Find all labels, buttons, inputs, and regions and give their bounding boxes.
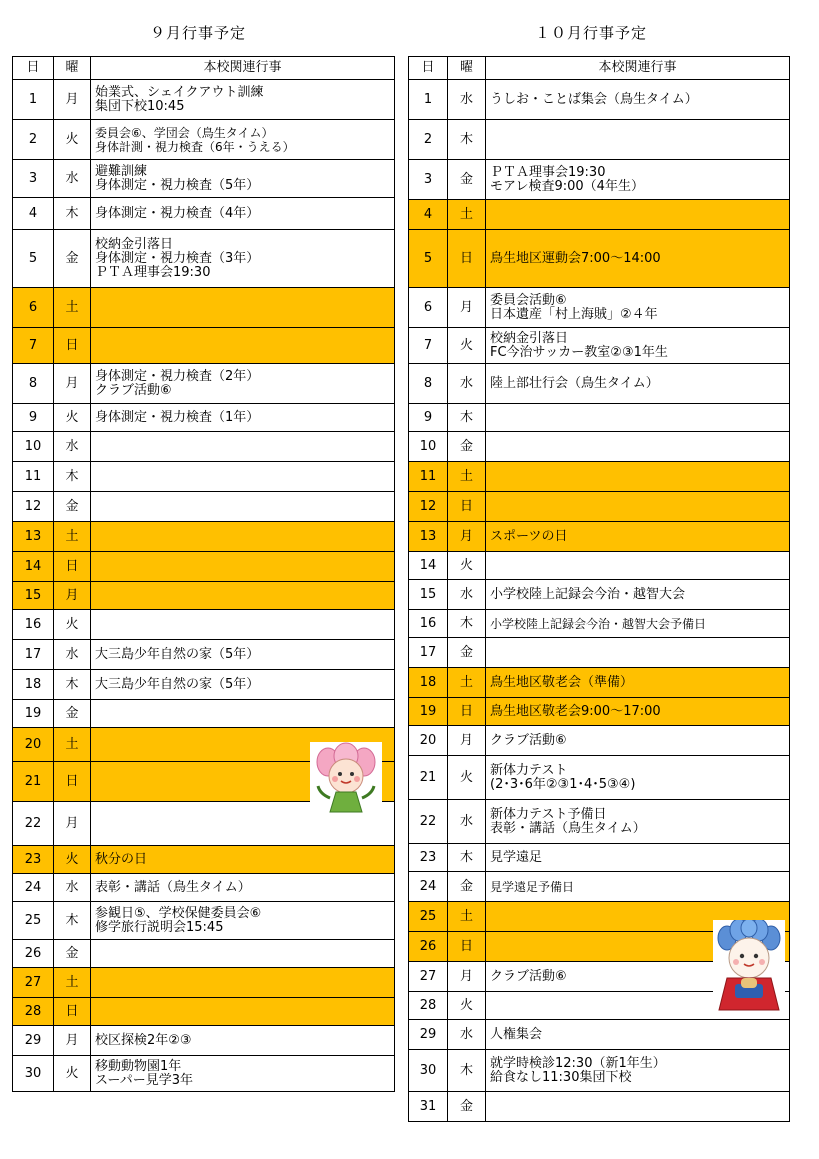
day-cell: 26 — [409, 932, 448, 962]
day-cell: 15 — [13, 582, 54, 610]
events-cell — [91, 610, 395, 640]
weekday-cell: 水 — [448, 800, 486, 844]
weekday-cell: 日 — [448, 932, 486, 962]
weekday-cell: 火 — [54, 1056, 91, 1092]
weekday-cell: 水 — [448, 580, 486, 610]
day-cell: 13 — [409, 522, 448, 552]
day-cell: 12 — [409, 492, 448, 522]
events-cell — [486, 200, 790, 230]
table-row — [409, 432, 790, 462]
table-row — [13, 432, 395, 462]
events-cell — [91, 462, 395, 492]
events-cell: うしお・ことば集会（鳥生タイム） — [486, 80, 790, 120]
day-cell: 3 — [409, 160, 448, 200]
day-cell: 10 — [409, 432, 448, 462]
weekday-cell: 月 — [448, 288, 486, 328]
weekday-cell: 水 — [54, 160, 91, 198]
table-row — [13, 492, 395, 522]
weekday-cell: 土 — [54, 968, 91, 998]
table-row — [13, 120, 395, 160]
weekday-cell: 木 — [448, 1050, 486, 1092]
table-row — [13, 968, 395, 998]
weekday-cell: 水 — [54, 432, 91, 462]
weekday-cell: 土 — [448, 902, 486, 932]
weekday-cell: 木 — [448, 120, 486, 160]
header-events: 本校関連行事 — [91, 57, 395, 80]
table-row — [409, 552, 790, 580]
weekday-cell: 月 — [448, 726, 486, 756]
events-cell — [91, 522, 395, 552]
day-cell: 16 — [13, 610, 54, 640]
events-cell — [91, 582, 395, 610]
table-row — [13, 1026, 395, 1056]
september-schedule-table — [12, 56, 395, 1092]
events-cell: ＰＴＡ理事会19:30 モアレ検査9:00（4年生） — [486, 160, 790, 200]
table-row — [409, 328, 790, 364]
table-row — [409, 638, 790, 668]
table-row — [409, 288, 790, 328]
events-cell: 陸上部壮行会（鳥生タイム） — [486, 364, 790, 404]
day-cell: 7 — [409, 328, 448, 364]
weekday-cell: 火 — [54, 846, 91, 874]
table-row — [13, 640, 395, 670]
weekday-cell: 木 — [54, 198, 91, 230]
weekday-cell: 金 — [448, 872, 486, 902]
day-cell: 15 — [409, 580, 448, 610]
weekday-cell: 木 — [54, 670, 91, 700]
events-cell — [486, 432, 790, 462]
events-cell: 鳥生地区運動会7:00～14:00 — [486, 230, 790, 288]
events-cell: 鳥生地区敬老会（準備） — [486, 668, 790, 698]
weekday-cell: 火 — [54, 404, 91, 432]
weekday-cell: 木 — [54, 902, 91, 940]
events-cell: 校納金引落日 FC今治サッカー教室②③1年生 — [486, 328, 790, 364]
header-events: 本校関連行事 — [486, 57, 790, 80]
weekday-cell: 月 — [448, 962, 486, 992]
table-header-row — [409, 57, 790, 80]
table-row — [409, 160, 790, 200]
events-cell: 校納金引落日 身体測定・視力検査（3年） ＰＴＡ理事会19:30 — [91, 230, 395, 288]
weekday-cell: 金 — [54, 700, 91, 728]
events-cell — [486, 120, 790, 160]
table-row — [13, 582, 395, 610]
table-row — [13, 80, 395, 120]
events-cell: 表彰・講話（鳥生タイム） — [91, 874, 395, 902]
day-cell: 26 — [13, 940, 54, 968]
weekday-cell: 土 — [448, 668, 486, 698]
day-cell: 28 — [13, 998, 54, 1026]
events-cell: クラブ活動⑥ — [486, 962, 790, 992]
day-cell: 1 — [409, 80, 448, 120]
day-cell: 12 — [13, 492, 54, 522]
day-cell: 5 — [409, 230, 448, 288]
events-cell: 小学校陸上記録会今治・越智大会予備日 — [486, 610, 790, 638]
weekday-cell: 日 — [54, 762, 91, 802]
day-cell: 23 — [409, 844, 448, 872]
events-cell — [486, 1092, 790, 1122]
weekday-cell: 土 — [54, 728, 91, 762]
october-title: １０月行事予定 — [535, 24, 648, 42]
day-cell: 16 — [409, 610, 448, 638]
weekday-cell: 木 — [448, 404, 486, 432]
weekday-cell: 金 — [448, 432, 486, 462]
header-day: 日 — [13, 57, 54, 80]
weekday-cell: 火 — [448, 992, 486, 1020]
weekday-cell: 月 — [54, 802, 91, 846]
weekday-cell: 水 — [448, 364, 486, 404]
weekday-cell: 水 — [54, 640, 91, 670]
table-row — [409, 1050, 790, 1092]
table-row — [409, 364, 790, 404]
events-cell: 身体測定・視力検査（4年） — [91, 198, 395, 230]
day-cell: 21 — [13, 762, 54, 802]
weekday-cell: 金 — [448, 638, 486, 668]
day-cell: 27 — [13, 968, 54, 998]
table-row — [13, 404, 395, 432]
weekday-cell: 土 — [54, 288, 91, 328]
day-cell: 31 — [409, 1092, 448, 1122]
day-cell: 2 — [409, 120, 448, 160]
events-cell: 委員会⑥、学団会（鳥生タイム） 身体計測・視力検査（6年・うえる） — [91, 120, 395, 160]
table-row — [409, 200, 790, 230]
weekday-cell: 木 — [448, 844, 486, 872]
table-row — [409, 726, 790, 756]
events-cell: 委員会活動⑥ 日本遺産「村上海賊」②４年 — [486, 288, 790, 328]
day-cell: 17 — [13, 640, 54, 670]
day-cell: 11 — [13, 462, 54, 492]
weekday-cell: 金 — [54, 940, 91, 968]
day-cell: 19 — [13, 700, 54, 728]
weekday-cell: 木 — [448, 610, 486, 638]
weekday-cell: 水 — [448, 80, 486, 120]
events-cell — [486, 638, 790, 668]
table-row — [13, 364, 395, 404]
weekday-cell: 金 — [54, 230, 91, 288]
day-cell: 6 — [13, 288, 54, 328]
events-cell: 鳥生地区敬老会9:00～17:00 — [486, 698, 790, 726]
day-cell: 22 — [13, 802, 54, 846]
table-row — [13, 230, 395, 288]
table-row — [409, 610, 790, 638]
table-row — [13, 700, 395, 728]
events-cell: 小学校陸上記録会今治・越智大会 — [486, 580, 790, 610]
events-cell — [486, 404, 790, 432]
events-cell: 大三島少年自然の家（5年） — [91, 640, 395, 670]
day-cell: 13 — [13, 522, 54, 552]
table-row — [13, 874, 395, 902]
header-weekday: 曜 — [448, 57, 486, 80]
day-cell: 22 — [409, 800, 448, 844]
table-row — [409, 1020, 790, 1050]
table-row — [13, 328, 395, 364]
events-cell: 新体力テスト (2･3･6年②③1･4･5③④) — [486, 756, 790, 800]
events-cell: 身体測定・視力検査（2年） クラブ活動⑥ — [91, 364, 395, 404]
events-cell — [91, 700, 395, 728]
events-cell — [486, 462, 790, 492]
events-cell: 人権集会 — [486, 1020, 790, 1050]
table-row — [13, 288, 395, 328]
events-cell — [486, 552, 790, 580]
table-row — [13, 160, 395, 198]
weekday-cell: 火 — [448, 552, 486, 580]
table-row — [13, 462, 395, 492]
september-title: ９月行事予定 — [150, 24, 247, 42]
events-cell: 新体力テスト予備日 表彰・講話（鳥生タイム） — [486, 800, 790, 844]
weekday-cell: 月 — [54, 1026, 91, 1056]
table-row — [13, 522, 395, 552]
day-cell: 27 — [409, 962, 448, 992]
weekday-cell: 火 — [448, 756, 486, 800]
day-cell: 28 — [409, 992, 448, 1020]
weekday-cell: 日 — [54, 998, 91, 1026]
weekday-cell: 土 — [54, 522, 91, 552]
events-cell — [91, 940, 395, 968]
weekday-cell: 木 — [54, 462, 91, 492]
events-cell: 見学遠足 — [486, 844, 790, 872]
events-cell: 始業式、シェイクアウト訓練 集団下校10:45 — [91, 80, 395, 120]
table-row — [13, 610, 395, 640]
table-row — [409, 668, 790, 698]
table-row — [409, 522, 790, 552]
events-cell — [91, 492, 395, 522]
weekday-cell: 日 — [448, 230, 486, 288]
events-cell: 身体測定・視力検査（1年） — [91, 404, 395, 432]
day-cell: 18 — [409, 668, 448, 698]
table-row — [409, 698, 790, 726]
weekday-cell: 土 — [448, 200, 486, 230]
day-cell: 9 — [409, 404, 448, 432]
table-row — [409, 404, 790, 432]
table-row — [13, 1056, 395, 1092]
day-cell: 1 — [13, 80, 54, 120]
day-cell: 17 — [409, 638, 448, 668]
day-cell: 8 — [13, 364, 54, 404]
day-cell: 25 — [13, 902, 54, 940]
table-row — [409, 580, 790, 610]
day-cell: 30 — [409, 1050, 448, 1092]
events-cell: 参観日⑤、学校保健委員会⑥ 修学旅行説明会15:45 — [91, 902, 395, 940]
events-cell: 見学遠足予備日 — [486, 872, 790, 902]
day-cell: 25 — [409, 902, 448, 932]
day-cell: 4 — [409, 200, 448, 230]
weekday-cell: 水 — [54, 874, 91, 902]
day-cell: 2 — [13, 120, 54, 160]
weekday-cell: 日 — [448, 698, 486, 726]
day-cell: 10 — [13, 432, 54, 462]
day-cell: 4 — [13, 198, 54, 230]
flower-mascot-icon — [310, 742, 382, 816]
events-cell: 秋分の日 — [91, 846, 395, 874]
events-cell — [91, 432, 395, 462]
table-row — [13, 940, 395, 968]
weekday-cell: 月 — [448, 522, 486, 552]
day-cell: 14 — [409, 552, 448, 580]
table-row — [409, 230, 790, 288]
table-row — [13, 552, 395, 582]
table-row — [409, 1092, 790, 1122]
day-cell: 24 — [13, 874, 54, 902]
day-cell: 11 — [409, 462, 448, 492]
table-row — [409, 800, 790, 844]
table-row — [13, 198, 395, 230]
header-day: 日 — [409, 57, 448, 80]
table-row — [409, 462, 790, 492]
day-cell: 9 — [13, 404, 54, 432]
day-cell: 6 — [409, 288, 448, 328]
weekday-cell: 金 — [54, 492, 91, 522]
events-cell: 就学時検診12:30（新1年生） 給食なし11:30集団下校 — [486, 1050, 790, 1092]
weekday-cell: 火 — [54, 610, 91, 640]
day-cell: 20 — [13, 728, 54, 762]
table-row — [13, 902, 395, 940]
day-cell: 29 — [13, 1026, 54, 1056]
day-cell: 18 — [13, 670, 54, 700]
day-cell: 24 — [409, 872, 448, 902]
events-cell: 大三島少年自然の家（5年） — [91, 670, 395, 700]
weekday-cell: 火 — [54, 120, 91, 160]
table-row — [409, 80, 790, 120]
day-cell: 30 — [13, 1056, 54, 1092]
table-row — [13, 998, 395, 1026]
day-cell: 14 — [13, 552, 54, 582]
events-cell — [91, 968, 395, 998]
weekday-cell: 日 — [54, 552, 91, 582]
day-cell: 5 — [13, 230, 54, 288]
weekday-cell: 月 — [54, 582, 91, 610]
events-cell: スポーツの日 — [486, 522, 790, 552]
events-cell: 校区探検2年②③ — [91, 1026, 395, 1056]
day-cell: 19 — [409, 698, 448, 726]
day-cell: 8 — [409, 364, 448, 404]
day-cell: 7 — [13, 328, 54, 364]
events-cell — [486, 492, 790, 522]
table-row — [409, 844, 790, 872]
events-cell: 移動動物園1年 スーパー見学3年 — [91, 1056, 395, 1092]
weekday-cell: 月 — [54, 364, 91, 404]
weekday-cell: 土 — [448, 462, 486, 492]
events-cell — [91, 288, 395, 328]
header-weekday: 曜 — [54, 57, 91, 80]
blue-flower-mascot-icon — [713, 920, 785, 1016]
day-cell: 29 — [409, 1020, 448, 1050]
events-cell: 避難訓練 身体測定・視力検査（5年） — [91, 160, 395, 198]
table-row — [409, 872, 790, 902]
day-cell: 20 — [409, 726, 448, 756]
table-row — [13, 846, 395, 874]
day-cell: 21 — [409, 756, 448, 800]
events-cell — [91, 328, 395, 364]
table-row — [13, 670, 395, 700]
weekday-cell: 火 — [448, 328, 486, 364]
day-cell: 23 — [13, 846, 54, 874]
weekday-cell: 金 — [448, 1092, 486, 1122]
table-row — [409, 756, 790, 800]
events-cell: クラブ活動⑥ — [486, 726, 790, 756]
day-cell: 3 — [13, 160, 54, 198]
weekday-cell: 金 — [448, 160, 486, 200]
events-cell — [91, 998, 395, 1026]
table-header-row — [13, 57, 395, 80]
table-row — [409, 120, 790, 160]
table-row — [409, 492, 790, 522]
weekday-cell: 日 — [448, 492, 486, 522]
weekday-cell: 水 — [448, 1020, 486, 1050]
events-cell — [91, 552, 395, 582]
weekday-cell: 月 — [54, 80, 91, 120]
weekday-cell: 日 — [54, 328, 91, 364]
